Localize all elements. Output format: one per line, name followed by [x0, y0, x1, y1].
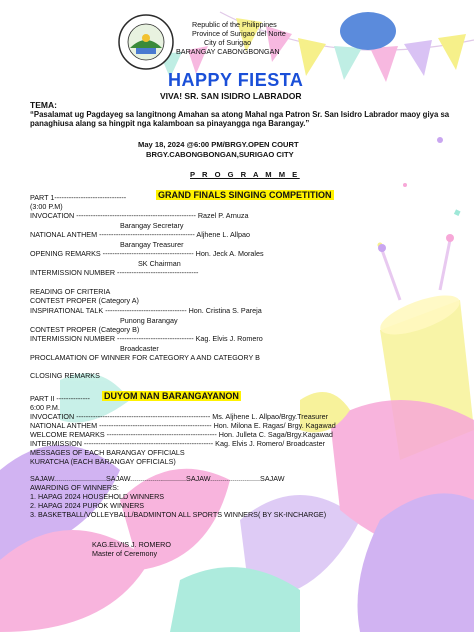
- program-line: CONTEST PROPER (Category B): [30, 325, 140, 334]
- program-line: 1. HAPAG 2024 HOUSEHOLD WINNERS: [30, 492, 165, 501]
- part2-time: 6:00 P.M.: [30, 403, 60, 412]
- program-line: Barangay Treasurer: [120, 240, 184, 249]
- bunting-flag: [438, 34, 466, 70]
- program-line: OPENING REMARKS -------------------------------------- Hon. Jeck A. Morales: [30, 249, 264, 258]
- bunting-flag: [404, 40, 432, 76]
- program-line: INVOCATION -------------------------------------------------- Razel P. Arnuza: [30, 211, 249, 220]
- header-barangay: BARANGAY CABONGBONGAN: [176, 47, 280, 56]
- page-title: HAPPY FIESTA: [168, 70, 304, 90]
- program-line: INTERMISSION ------------------------------------------------------ Kag. Elvis J. Romero/ Broadcaster: [30, 439, 326, 448]
- part1-time: (3:00 P.M): [30, 202, 63, 211]
- signatory-name: KAG.ELVIS J. ROMERO: [92, 540, 171, 549]
- program-line: INTERMISSION NUMBER ----------------------------------: [30, 268, 199, 277]
- program-line: READING OF CRITERIA: [30, 287, 111, 296]
- program-line: MESSAGES OF EACH BARANGAY OFFICIALS: [30, 448, 185, 457]
- program-line: INTERMISSION NUMBER -------------------------------- Kag. Elvis J. Romero: [30, 334, 263, 343]
- header-city: City of Surigao: [204, 38, 252, 47]
- program-line: SAJAW..........................SAJAW............................SAJAW.........................SAJAW: [30, 474, 285, 483]
- program-line: NATIONAL ANTHEM ---------------------------------------- Aljhene L. Allpao: [30, 230, 250, 239]
- program-line: WELCOME REMARKS ---------------------------------------------- Hon. Julleta C. Saga/Brgy.Kagawad: [30, 430, 333, 439]
- blue-oval-decoration: [340, 12, 396, 50]
- program-line: AWARDING OF WINNERS:: [30, 483, 119, 492]
- program-line: Barangay Secretary: [120, 221, 184, 230]
- theme-text: “Pasalamat ug Pagdayeg sa langitnong Amahan sa atong Mahal nga Patron Sr. San Isidro Labrador maoy giya sa panaghiusa alang sa hingpit nga kalamboan sa pinayangga nga Barangay.”: [30, 110, 450, 129]
- program-line: Broadcaster: [120, 344, 159, 353]
- theme-label: TEMA:: [30, 100, 57, 110]
- page-subtitle: VIVA! SR. SAN ISIDRO LABRADOR: [160, 91, 302, 101]
- program-line: 2. HAPAG 2024 PUROK WINNERS: [30, 501, 145, 510]
- header-province: Province of Surigao del Norte: [192, 29, 286, 38]
- program-line: INSPIRATIONAL TALK ---------------------------------- Hon. Cristina S. Pareja: [30, 306, 262, 315]
- program-line: CONTEST PROPER (Category A): [30, 296, 139, 305]
- bunting-flag: [370, 46, 398, 82]
- part1-title: GRAND FINALS SINGING COMPETITION: [158, 190, 332, 200]
- part2-label: PART II --------------: [30, 394, 90, 403]
- part2-title: DUYOM NAN BARANGAYANON: [104, 391, 239, 401]
- program-line: 3. BASKETBALL/VOLLEYBALL/BADMINTON ALL SPORTS WINNERS( BY SK-INCHARGE): [30, 510, 327, 519]
- program-line: SK Chairman: [138, 259, 181, 268]
- program-line: CLOSING REMARKS: [30, 371, 100, 380]
- program-line: Punong Barangay: [120, 316, 178, 325]
- barangay-seal: [118, 14, 174, 70]
- program-line: KURATCHA (EACH BARANGAY OFFICIALS): [30, 457, 176, 466]
- event-date: May 18, 2024 @6:00 PM/BRGY.OPEN COURT: [138, 140, 299, 149]
- bunting-flag: [334, 46, 362, 80]
- program-line: INVOCATION -------------------------------------------------------- Ms. Aljhene L. Allpao/Brgy.Treasurer: [30, 412, 329, 421]
- program-line: PROCLAMATION OF WINNER FOR CATEGORY A AND CATEGORY B: [30, 353, 260, 362]
- programme-heading: P R O G R A M M E: [190, 170, 300, 179]
- program-line: NATIONAL ANTHEM ----------------------------------------------- Hon. Milona E. Ragas/ Brgy. Kagawad: [30, 421, 336, 430]
- part1-label: PART 1------------------------------: [30, 193, 127, 202]
- event-venue: BRGY.CABONGBONGAN,SURIGAO CITY: [146, 150, 294, 159]
- header-republic: Republic of the Philippines: [192, 20, 277, 29]
- signatory-role: Master of Ceremony: [92, 549, 158, 558]
